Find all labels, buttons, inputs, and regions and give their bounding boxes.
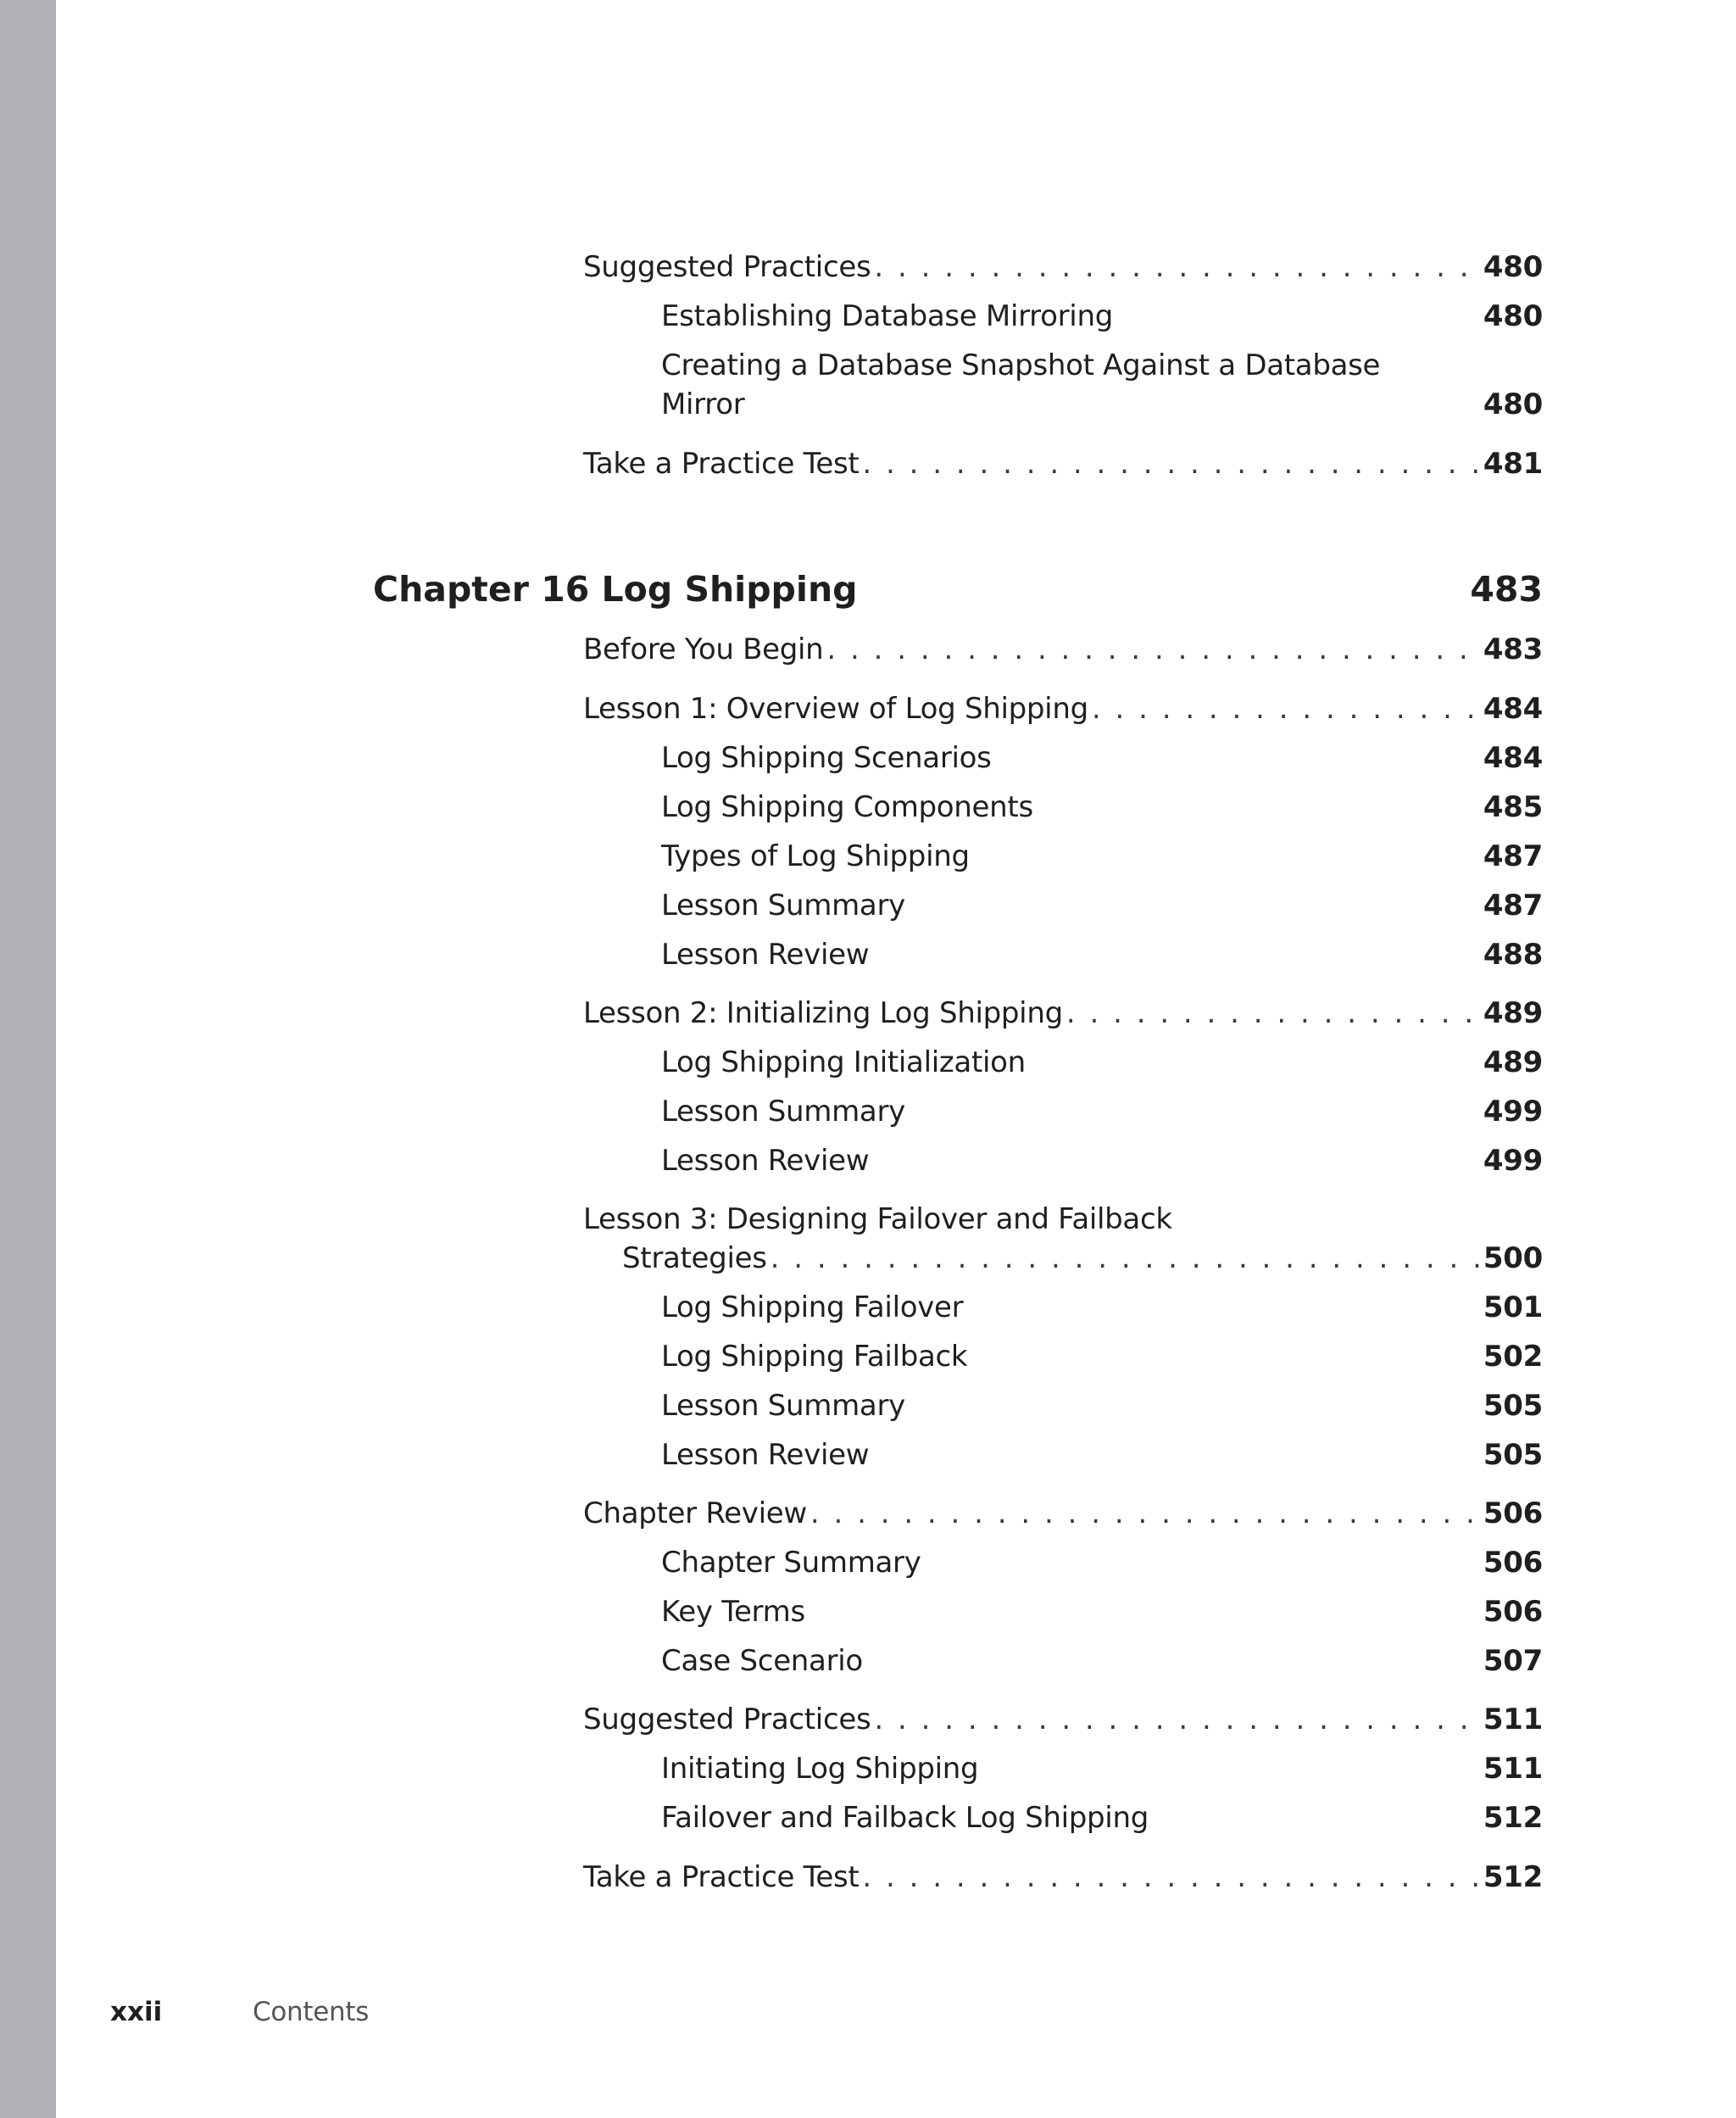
toc-entry-page: 480 — [1483, 250, 1543, 284]
toc-subentry-title: Lesson Review — [661, 938, 870, 972]
dot-leader — [823, 630, 1483, 669]
toc-subentry-creating-snapshot-line1[interactable] — [661, 346, 1543, 385]
toc-subentry-page: 511 — [1483, 1752, 1543, 1786]
toc-subentry-title: Log Shipping Failover — [661, 1290, 964, 1324]
toc-subentry-title: Creating a Database Snapshot Against a Database — [661, 348, 1381, 382]
toc-entry-lesson-3[interactable] — [622, 1239, 1543, 1278]
footer-label: Contents — [253, 1997, 370, 2027]
toc-subentry[interactable] — [661, 1337, 1543, 1376]
toc-entry-page: 483 — [1483, 633, 1543, 666]
toc-entry-page: 489 — [1483, 996, 1543, 1030]
toc-entry-take-practice-test[interactable] — [583, 1858, 1543, 1897]
toc-subentry-title: Mirror — [661, 387, 745, 421]
toc-subentry-page: 485 — [1483, 790, 1543, 824]
dot-leader — [807, 1494, 1483, 1533]
toc-subentry-title: Types of Log Shipping — [661, 839, 970, 873]
toc-entry-page: 500 — [1483, 1241, 1543, 1275]
toc-subentry-page: 505 — [1483, 1389, 1543, 1423]
dot-leader — [1088, 689, 1483, 728]
toc-subentry[interactable] — [661, 1141, 1543, 1180]
toc-subentry-title: Lesson Summary — [661, 1095, 905, 1129]
dot-leader — [767, 1239, 1483, 1278]
toc-entry-page: 506 — [1483, 1497, 1543, 1530]
toc-subentry-page: 499 — [1483, 1095, 1543, 1129]
toc-entry-lesson-1[interactable] — [583, 689, 1543, 728]
toc-entry-take-practice-test-prev[interactable] — [583, 444, 1543, 483]
toc-entry-title: Before You Begin — [583, 633, 824, 666]
chapter-heading[interactable] — [373, 564, 1543, 615]
toc-entry-page: 512 — [1483, 1860, 1543, 1894]
toc-entry-title: Lesson 2: Initializing Log Shipping — [583, 996, 1063, 1030]
toc-subentry-page: 506 — [1483, 1546, 1543, 1580]
toc-subentry-page: 484 — [1483, 741, 1543, 775]
toc-entry-title: Take a Practice Test — [583, 447, 860, 481]
dot-leader — [859, 1858, 1483, 1897]
toc-entry-title: Suggested Practices — [583, 1703, 871, 1736]
toc-subentry-page: 489 — [1483, 1045, 1543, 1079]
toc-entry-before-you-begin[interactable] — [583, 630, 1543, 669]
toc-subentry[interactable] — [661, 739, 1543, 778]
toc-entry-suggested-practices[interactable] — [583, 1700, 1543, 1739]
toc-subentry-title: Initiating Log Shipping — [661, 1752, 979, 1786]
toc-subentry-page: 501 — [1483, 1290, 1543, 1324]
toc-subentry[interactable] — [661, 935, 1543, 974]
toc-subentry-page: 499 — [1483, 1144, 1543, 1178]
toc-subentry-page: 502 — [1483, 1340, 1543, 1374]
toc-entry-title: Suggested Practices — [583, 250, 871, 284]
dot-leader — [859, 444, 1483, 483]
toc-subentry[interactable] — [661, 1386, 1543, 1425]
toc-subentry[interactable] — [661, 837, 1543, 876]
toc-subentry-title: Lesson Review — [661, 1144, 870, 1178]
toc-entry-suggested-practices-prev[interactable] — [583, 248, 1543, 287]
toc-subentry[interactable] — [661, 1749, 1543, 1788]
toc-subentry[interactable] — [661, 1641, 1543, 1680]
toc-subentry-page: 480 — [1483, 387, 1543, 421]
toc-subentry[interactable] — [661, 1592, 1543, 1631]
toc-subentry-title: Lesson Summary — [661, 1389, 905, 1423]
toc-entry-chapter-review[interactable] — [583, 1494, 1543, 1533]
toc-subentry[interactable] — [661, 1043, 1543, 1082]
toc-subentry-title: Failover and Failback Log Shipping — [661, 1801, 1149, 1835]
toc-subentry[interactable] — [661, 1543, 1543, 1582]
toc-subentry-page: 505 — [1483, 1438, 1543, 1472]
toc-subentry-title: Log Shipping Initialization — [661, 1045, 1026, 1079]
dot-leader — [871, 248, 1483, 287]
toc-subentry[interactable] — [661, 1798, 1543, 1837]
toc-entry-title: Lesson 1: Overview of Log Shipping — [583, 692, 1088, 726]
chapter-title: Chapter 16 Log Shipping — [373, 569, 858, 610]
toc-entry-page: 511 — [1483, 1703, 1543, 1736]
toc-subentry-title: Case Scenario — [661, 1644, 863, 1678]
toc-subentry[interactable] — [661, 788, 1543, 827]
toc-entry-page: 484 — [1483, 692, 1543, 726]
toc-subentry-creating-snapshot-line2[interactable] — [661, 385, 1543, 424]
toc-subentry-title: Log Shipping Failback — [661, 1340, 968, 1374]
toc-subentry[interactable] — [661, 1435, 1543, 1474]
toc-entry-page: 481 — [1483, 447, 1543, 481]
toc-subentry-page: 487 — [1483, 889, 1543, 922]
toc-subentry-page: 487 — [1483, 839, 1543, 873]
toc-subentry-page: 488 — [1483, 938, 1543, 972]
footer-page-number: xxii — [110, 1997, 163, 2027]
toc-subentry[interactable] — [661, 886, 1543, 925]
toc-subentry-page: 506 — [1483, 1595, 1543, 1629]
toc-entry-lesson-3-line1[interactable]: Lesson 3: Designing Failover and Failback — [583, 1202, 1172, 1236]
toc-subentry-title: Log Shipping Scenarios — [661, 741, 992, 775]
toc-subentry-establishing-database-mirroring[interactable] — [661, 297, 1543, 336]
toc-subentry-page: 507 — [1483, 1644, 1543, 1678]
toc-subentry-title: Establishing Database Mirroring — [661, 299, 1113, 333]
toc-subentry[interactable] — [661, 1092, 1543, 1131]
dot-leader — [871, 1700, 1483, 1739]
toc-subentry-page: 512 — [1483, 1801, 1543, 1835]
toc-subentry-title: Key Terms — [661, 1595, 805, 1629]
toc-subentry-page: 480 — [1483, 299, 1543, 333]
toc-subentry-title: Lesson Review — [661, 1438, 870, 1472]
chapter-page: 483 — [1470, 569, 1543, 610]
toc-subentry-title: Log Shipping Components — [661, 790, 1033, 824]
toc-subentry-title: Lesson Summary — [661, 889, 905, 922]
toc-subentry-title: Chapter Summary — [661, 1546, 921, 1580]
dot-leader — [1063, 994, 1483, 1033]
toc-subentry[interactable] — [661, 1288, 1543, 1327]
toc-entry-lesson-2[interactable] — [583, 994, 1543, 1033]
toc-entry-title: Chapter Review — [583, 1497, 807, 1530]
toc-entry-title: Strategies — [622, 1241, 767, 1275]
toc-entry-title: Take a Practice Test — [583, 1860, 860, 1894]
